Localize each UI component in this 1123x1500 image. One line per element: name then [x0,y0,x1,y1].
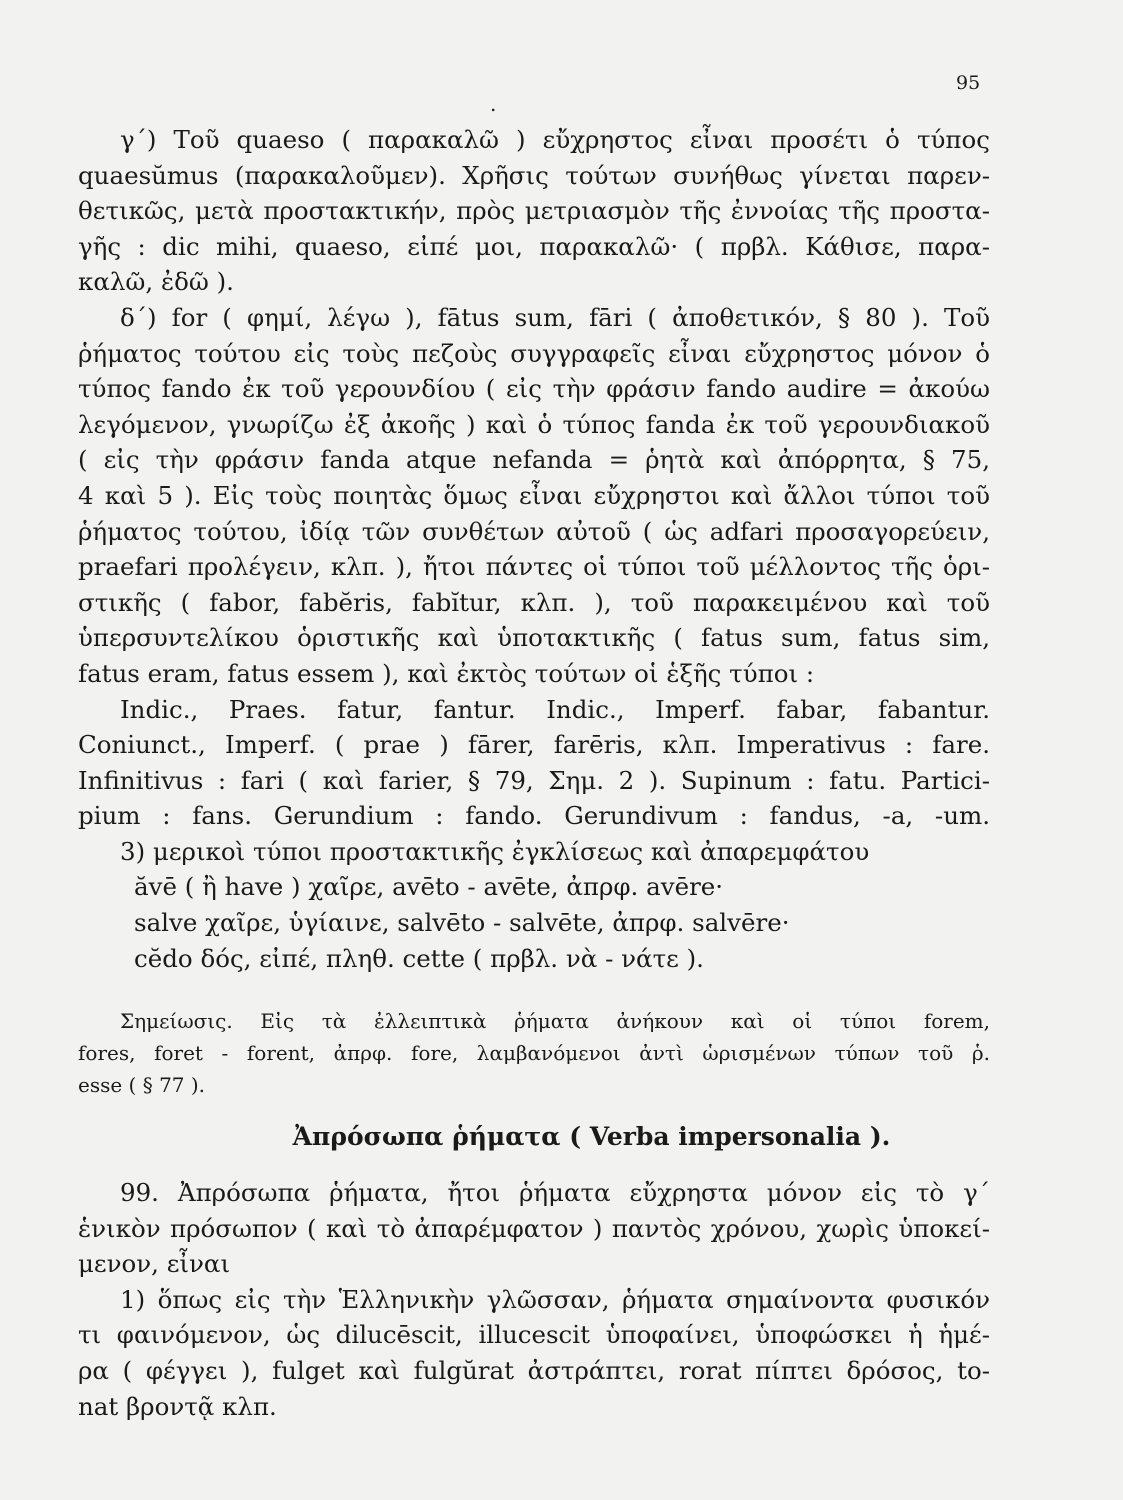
text-line: ὑπερσυντελίκου ὁριστικῆς καὶ ὑποτακτικῆς ( fatus sum, fatus sim, [78,623,990,653]
text-line: cĕdo δός, εἰπέ, πληθ. cette ( πρβλ. νὰ - νάτε ). [134,943,704,973]
forms-line: Coniunct., Imperf. ( prae ) fārer, farēris, κλπ. Imperativus : fare. [78,730,990,760]
marker-dot: . [490,92,497,116]
section-gamma-delta [78,122,990,976]
text-line: praefari προλέγειν, κλπ. ), ἤτοι πάντες οἱ τύποι τοῦ μέλλοντος τῆς ὁρι- [78,552,990,582]
text-line: nat βροντᾷ κλπ. [78,1391,277,1421]
text-line: τύπος fando ἐκ τοῦ γερουνδίου ( εἰς τὴν φράσιν fando audire = ἀκούω [78,374,990,404]
section-heading: Ἀπρόσωπα ῥήματα ( Verba impersonalia ). [292,1122,891,1151]
text-line: θετικῶς, μετὰ προστακτικήν, πρὸς μετριασμὸν τῆς ἐννοίας τῆς προστα- [78,196,990,226]
text-line: λεγόμενον, γνωρίζω ἐξ ἀκοῆς ) καὶ ὁ τύπος fanda ἐκ τοῦ γερουνδιακοῦ [78,409,990,439]
note-line: Σημείωσις. Εἰς τὰ ἐλλειπτικὰ ῥήματα ἀνήκουν καὶ οἱ τύποι forem, [120,1009,990,1033]
text-line: μενον, εἶναι [78,1249,231,1279]
text-line: γ΄) Τοῦ quaeso ( παρακαλῶ ) εὔχρηστος εἶναι προσέτι ὁ τύπος [120,125,990,154]
text-line: 4 καὶ 5 ). Εἰς τοὺς ποιητὰς ὅμως εἶναι εὔχρηστοι καὶ ἄλλοι τύποι τοῦ [78,480,990,510]
page-number: 95 [956,72,981,94]
text-line: ( εἰς τὴν φράσιν fanda atque nefanda = ῥητὰ καὶ ἀπόρρητα, § 75, [78,445,990,475]
text-line: δ΄) for ( φημί, λέγω ), fātus sum, fāri ( ἀποθετικόν, § 80 ). Τοῦ [120,302,990,332]
text-line: ăvē ( ἢ have ) χαῖρε, avēto - avēte, ἀπρφ. avēre· [134,872,724,902]
note-line: fores, foret - forent, ἀπρφ. fore, λαμβανόμενοι ἀντὶ ὡρισμένων τύπων τοῦ ῥ. [78,1041,990,1065]
text-line: ῥήματος τούτου, ἰδίᾳ τῶν συνθέτων αὐτοῦ ( ὡς adfari προσαγορεύειν, [78,516,990,546]
text-line: γῆς : dic mihi, quaeso, εἰπέ μοι, παρακαλῶ· ( πρβλ. Κάθισε, παρα- [78,231,990,261]
note-block [78,1005,990,1101]
text-line: salve χαῖρε, ὑγίαινε, salvēto - salvēte, ἀπρφ. salvēre· [134,908,790,938]
text-line: 3) μερικοὶ τύποι προστακτικῆς ἐγκλίσεως καὶ ἀπαρεμφάτου [120,836,870,866]
text-line: fatus eram, fatus essem ), καὶ ἐκτὸς τούτων οἱ ἑξῆς τύποι : [78,658,815,688]
text-line: 1) ὅπως εἰς τὴν Ἑλληνικὴν γλῶσσαν, ῥήματα σημαίνοντα φυσικόν [120,1284,990,1314]
text-line: καλῶ, ἐδῶ ). [78,267,234,297]
forms-line: Indic., Praes. fatur, fantur. Indic., Imperf. fabar, fabantur. [120,694,990,724]
forms-line: Infinitivus : fari ( καὶ farier, § 79, Σημ. 2 ). Supinum : fatu. Partici- [78,765,990,795]
text-line: ρα ( φέγγει ), fulget καὶ fulgŭrat ἀστράπτει, rorat πίπτει δρόσος, to- [78,1355,990,1385]
text-line: τι φαινόμενον, ὡς dilucēscit, illucescit ὑποφαίνει, ὑποφώσκει ἡ ἡμέ- [78,1320,990,1350]
text-line: 99. Ἀπρόσωπα ῥήματα, ἤτοι ῥήματα εὔχρηστα μόνον εἰς τὸ γ΄ [120,1178,990,1207]
text-line: ῥήματος τούτου εἰς τοὺς πεζοὺς συγγραφεῖς εἶναι εὔχρηστος μόνον ὁ [78,338,990,368]
text-line: ἑνικὸν πρόσωπον ( καὶ τὸ ἀπαρέμφατον ) παντὸς χρόνου, χωρὶς ὑποκεί- [78,1213,990,1243]
note-line: esse ( § 77 ). [78,1073,206,1097]
text-line: στικῆς ( fabor, fabĕris, fabĭtur, κλπ. ), τοῦ παρακειμένου καὶ τοῦ [78,587,990,617]
section-99 [78,1175,990,1424]
forms-line: pium : fans. Gerundium : fando. Gerundivum : fandus, -a, -um. [78,801,990,831]
text-line: quaesŭmus (παρακαλοῦμεν). Χρῆσις τούτων συνήθως γίνεται παρεν- [78,160,990,190]
